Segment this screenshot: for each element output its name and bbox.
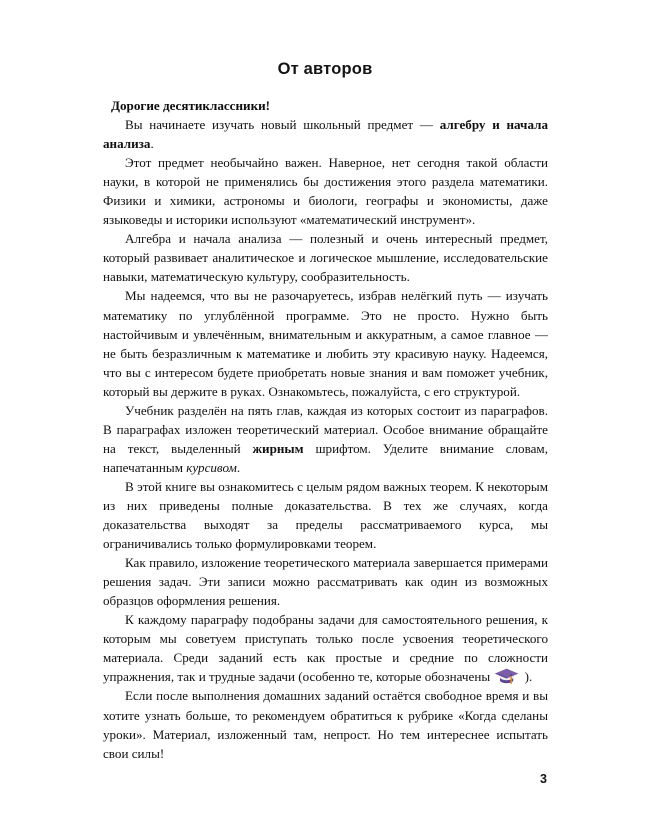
text-run: К каждому параграфу подобраны задачи для самостоятельного решения, к которым мы советуем приступать только после усвоения теоретического материала. Среди заданий есть как простые и средние по сложности упражнения, так и трудные задачи (особенно те, которые обозначены [103, 612, 548, 685]
text-run: Вы начинаете изучать новый школьный предмет — [125, 117, 440, 133]
body-text-column [103, 96, 548, 763]
paragraph-p3 [103, 229, 548, 286]
bold-text-run: алгебру и начала анализа [103, 117, 548, 152]
paragraph-p6 [103, 477, 548, 553]
text-run: шрифтом. Уделите внимание словам, напечатанным [103, 440, 548, 475]
paragraph-p1 [103, 115, 548, 153]
paragraph-p2 [103, 153, 548, 229]
text-run: Алгебра и начала анализа — полезный и очень интересный предмет, который развивает аналитическое и логическое мышление, исследовательские навыки, математическую культуру, сообразительность. [103, 231, 548, 285]
paragraph-p7 [103, 553, 548, 610]
page-title: От авторов [277, 60, 373, 78]
paragraph-p5 [103, 401, 548, 477]
bold-text-run: жирным [252, 440, 304, 456]
text-run: . [150, 136, 154, 152]
paragraph-p8 [103, 610, 548, 686]
paragraph-p4 [103, 286, 548, 400]
text-run: Этот предмет необычайно важен. Наверное, нет сегодня такой области науки, в которой не применялись бы достижения этого раздела математики. Физики и химики, астрономы и биологи, географы и экономисты, даже языковеды и историки используют «математический инструмент». [103, 155, 548, 228]
graduation-cap-icon [494, 669, 520, 684]
text-run: Как правило, изложение теоретического материала завершается примерами решения задач. Эти записи можно рассматривать как один из возможных образцов оформления решения. [103, 555, 548, 609]
text-run: Мы надеемся, что вы не разочаруетесь, избрав нелёгкий путь — изучать математику по углублённой программе. Это не просто. Нужно быть настойчивым и увлечённым, внимательным и аккуратным, а самое главное — не быть безразличным к математике и любить эту красивую науку. Надеемся, что вы с интересом будете приобретать новые знания и вам поможет учебник, который вы держите в руках. Ознакомьтесь, пожалуйста, с его структурой. [103, 288, 548, 399]
text-run: . [236, 459, 241, 475]
salutation: Дорогие десятиклассники! [111, 98, 271, 113]
italic-text-run: курсивом [186, 459, 237, 475]
text-run: ). [521, 669, 533, 685]
text-run: В этой книге вы ознакомитесь с целым рядом важных теорем. К некоторым из них приведены полные доказательства. В тех же случаях, когда доказательства выходят за пределы рассматриваемого курса, мы ограничивались только формулировками теорем. [103, 478, 548, 552]
paragraph-p9 [103, 686, 548, 762]
page-number: 3 [540, 772, 547, 786]
text-run: Учебник разделён на пять глав, каждая из которых состоит из параграфов. В параграфах изложен теоретический материал. Особое внимание обращайте на текст, выделенный [103, 402, 548, 456]
text-run: Если после выполнения домашних заданий остаётся свободное время и вы хотите узнать больше, то рекомендуем обратиться к рубрике «Когда сделаны уроки». Материал, изложенный там, непрост. Но тем интереснее испытать свои силы! [103, 688, 548, 761]
